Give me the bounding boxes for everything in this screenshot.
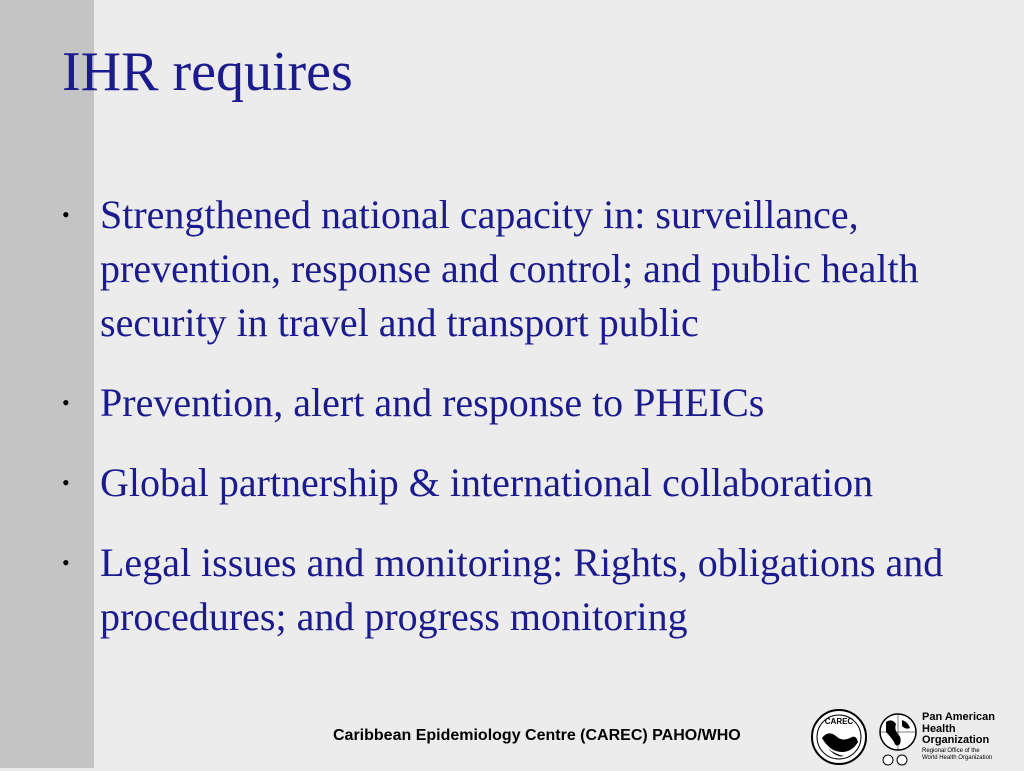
bullet-list: [62, 188, 1002, 670]
bullet-dot-icon: •: [62, 202, 70, 227]
bullet-item: [62, 536, 1002, 644]
slide-title: IHR requires: [62, 41, 353, 103]
bullet-text: Legal issues and monitoring: Rights, obligations and procedures; and progress monitoring: [100, 540, 944, 639]
bullet-dot-icon: •: [62, 390, 70, 415]
paho-sub-line: World Health Organization: [922, 755, 993, 761]
bullet-item: [62, 456, 1002, 510]
bullet-item: [62, 376, 1002, 430]
bullet-text: Prevention, alert and response to PHEICs: [100, 380, 765, 425]
paho-logo: [878, 712, 1018, 766]
bullet-text: Global partnership & international collaboration: [100, 460, 874, 505]
paho-globe-icon: [878, 712, 918, 766]
bullet-dot-icon: •: [62, 550, 70, 575]
bullet-item: [62, 188, 1002, 350]
paho-name: [922, 712, 995, 747]
paho-name-line: Organization: [922, 734, 990, 746]
carec-logo: [808, 708, 870, 766]
bullet-text: Strengthened national capacity in: surveillance, prevention, response and control; and public health security in travel and transport public: [100, 192, 919, 345]
footer-caption: Caribbean Epidemiology Centre (CAREC) PAHO/WHO: [333, 727, 741, 744]
paho-subtitle: [922, 748, 992, 762]
paho-name-line: Pan American: [922, 711, 995, 723]
carec-logo-text: CAREC: [824, 717, 854, 726]
bullet-dot-icon: •: [62, 470, 70, 495]
paho-name-line: Health: [922, 722, 956, 735]
paho-sub-line: Regional Office of the: [922, 748, 980, 754]
